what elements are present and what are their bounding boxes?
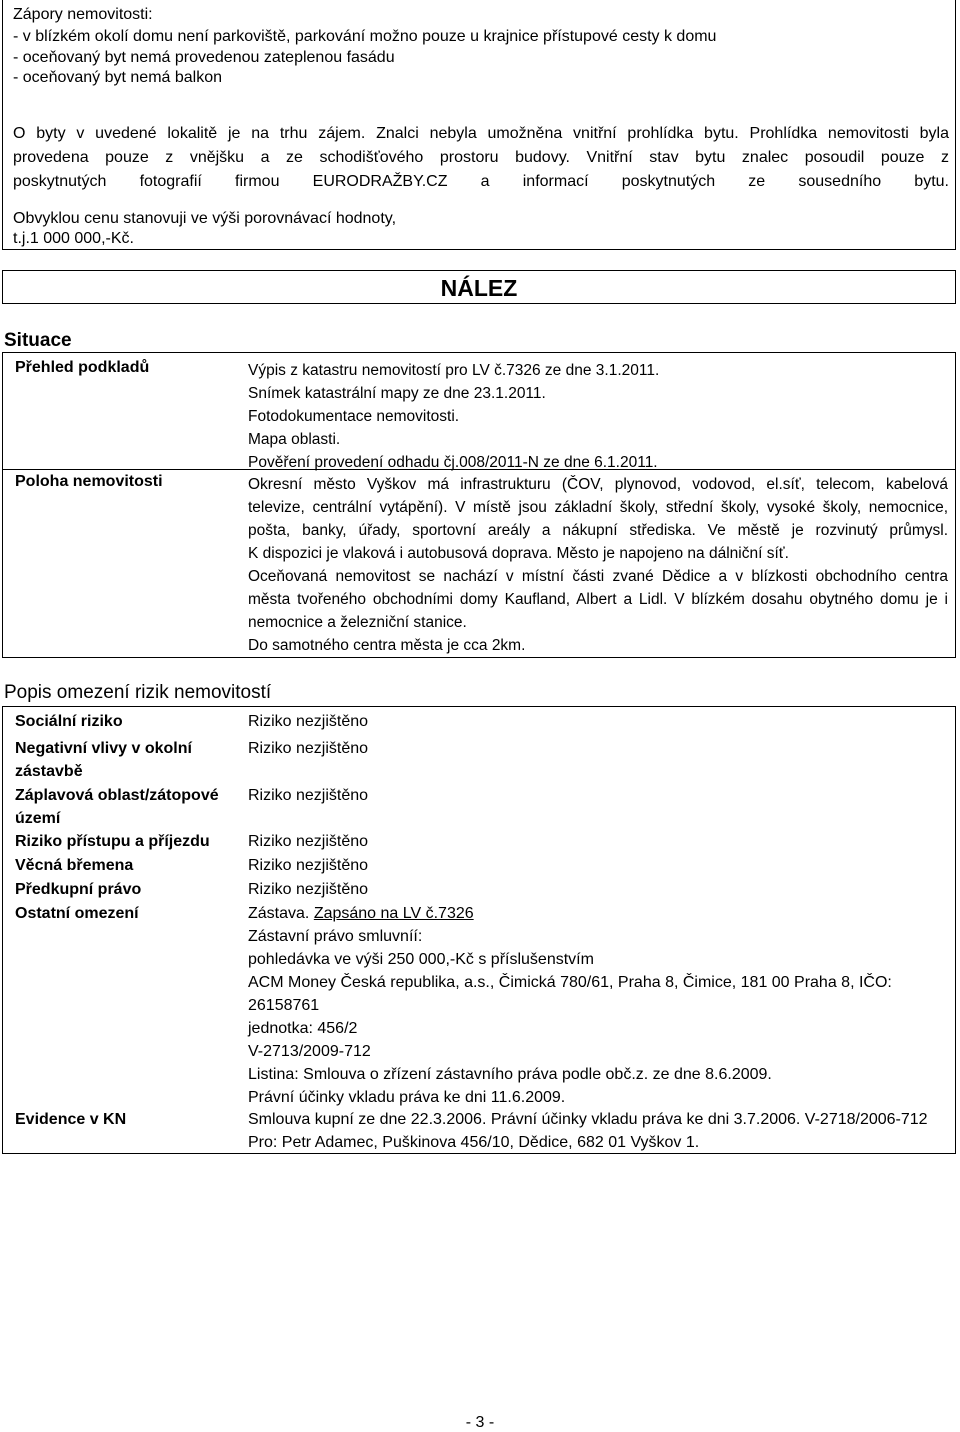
rizika-table — [2, 706, 956, 1154]
ostatni-line: Listina: Smlouva o zřízení zástavního práva podle obč.z. ze dne 8.6.2009. — [248, 1066, 772, 1083]
situace-heading: Situace — [4, 330, 72, 351]
prehled-line: Snímek katastrální mapy ze dne 23.1.2011. — [248, 385, 546, 402]
ostatni-line: Zástavní právo smluvníí: — [248, 928, 423, 945]
risk-label: Negativní vlivy v okolní zástavbě — [15, 740, 192, 780]
poloha-line: Okresní město Vyškov má infrastrukturu (ČOV, plynovod, vodovod, el.síť, telecom, kabelová — [248, 476, 948, 493]
situace-table — [2, 352, 956, 658]
ostatni-line: V-2713/2009-712 — [248, 1043, 371, 1060]
prehled-line: Fotodokumentace nemovitosti. — [248, 408, 460, 425]
poloha-line: města tvořeného obchodními domy Kaufland, Albert a Lidl. V blízkém dosahu obytného domu je i — [248, 591, 948, 608]
lv-link-text: Zapsáno na LV č.7326 — [313, 905, 474, 922]
ostatni-line: ACM Money Česká republika, a.s., Čimická 780/61, Praha 8, Čimice, 181 00 Praha 8, IČO: — [248, 974, 892, 991]
risk-label: Předkupní právo — [15, 881, 142, 898]
poloha-line: K dispozici je vlaková i autobusová doprava. Město je napojeno na dálniční síť. — [248, 545, 789, 562]
ostatni-line: jednotka: 456/2 — [248, 1020, 358, 1037]
ostatni-line: pohledávka ve výši 250 000,-Kč s příslušenstvím — [248, 951, 594, 968]
risk-value: Riziko nezjištěno — [248, 881, 369, 898]
evidence-line: Pro: Petr Adamec, Puškinova 456/10, Dědice, 682 01 Vyškov 1. — [248, 1134, 700, 1151]
zapory-line: - v blízkém okolí domu není parkoviště, parkování možno pouze u krajnice přístupové cesty k domu — [13, 28, 717, 45]
ostatni-line: Právní účinky vkladu práva ke dni 11.6.2009. — [248, 1089, 566, 1106]
zapory-heading: Zápory nemovitosti: — [13, 6, 153, 23]
poloha-line: Oceňovaná nemovitost se nachází v místní části zvané Dědice a v blízkosti obchodního centra — [248, 568, 948, 585]
risk-value: Riziko nezjištěno — [248, 713, 369, 730]
prehled-line: Mapa oblasti. — [248, 431, 341, 448]
page-number: - 3 - — [465, 1414, 495, 1431]
risk-label: Záplavová oblast/zátopové území — [15, 787, 219, 827]
risk-label: Sociální riziko — [15, 713, 123, 730]
poloha-label: Poloha nemovitosti — [15, 473, 163, 490]
evidence-label: Evidence v KN — [15, 1111, 127, 1128]
poloha-line: pošta, banky, úřady, sportovní areály a nákupní střediska. Ve městě je rozvinutý průmysl. — [248, 522, 948, 539]
risk-label: Věcná břemena — [15, 857, 134, 874]
ostatni-line: 26158761 — [248, 997, 320, 1014]
risk-value: Riziko nezjištěno — [248, 787, 369, 804]
price-value: t.j.1 000 000,-Kč. — [13, 230, 134, 247]
risk-value: Riziko nezjištěno — [248, 833, 369, 850]
poloha-line: televize, centrální vytápění). V místě jsou základní školy, střední školy, vysoké školy, nemocnice, — [248, 499, 948, 516]
prehled-line: Pověření provedení odhadu čj.008/2011-N ze dne 6.1.2011. — [248, 454, 658, 471]
para-line: O byty v uvedené lokalitě je na trhu zájem. Znalci nebyla umožněna vnitřní prohlídka bytu. Prohlídka nemovitosti byla — [13, 125, 949, 142]
price-line: Obvyklou cenu stanovuji ve výši porovnávací hodnoty, — [13, 210, 397, 227]
evidence-line: Smlouva kupní ze dne 22.3.2006. Právní účinky vkladu práva ke dni 3.7.2006. V-2718/2006-712 — [248, 1111, 928, 1128]
rizika-heading: Popis omezení rizik nemovitostí — [4, 682, 272, 703]
para-line: provedena pouze z vnějšku a ze schodišťového prostoru budovy. Vnitřní stav bytu znalec posoudil pouze z — [13, 149, 949, 166]
zapory-line: - oceňovaný byt nemá provedenou zateplenou fasádu — [13, 49, 395, 66]
summary-box — [2, 0, 956, 250]
prehled-label: Přehled podkladů — [15, 359, 150, 376]
poloha-line: Do samotného centra města je cca 2km. — [248, 637, 526, 654]
prehled-line: Výpis z katastru nemovitostí pro LV č.7326 ze dne 3.1.2011. — [248, 362, 660, 379]
zapory-line: - oceňovaný byt nemá balkon — [13, 69, 223, 86]
ostatni-text: Zástava. — [248, 905, 314, 922]
nalez-title: NÁLEZ — [2, 270, 956, 304]
risk-value: Riziko nezjištěno — [248, 857, 369, 874]
risk-label: Riziko přístupu a příjezdu — [15, 833, 210, 850]
risk-value: Riziko nezjištěno — [248, 740, 369, 757]
ostatni-label: Ostatní omezení — [15, 905, 139, 922]
poloha-line: nemocnice a železniční stanice. — [248, 614, 467, 631]
ostatni-first-line — [248, 902, 474, 925]
divider — [3, 469, 955, 470]
para-line: poskytnutých fotografií firmou EURODRAŽBY.CZ a informací poskytnutých ze sousedního bytu. — [13, 173, 949, 190]
